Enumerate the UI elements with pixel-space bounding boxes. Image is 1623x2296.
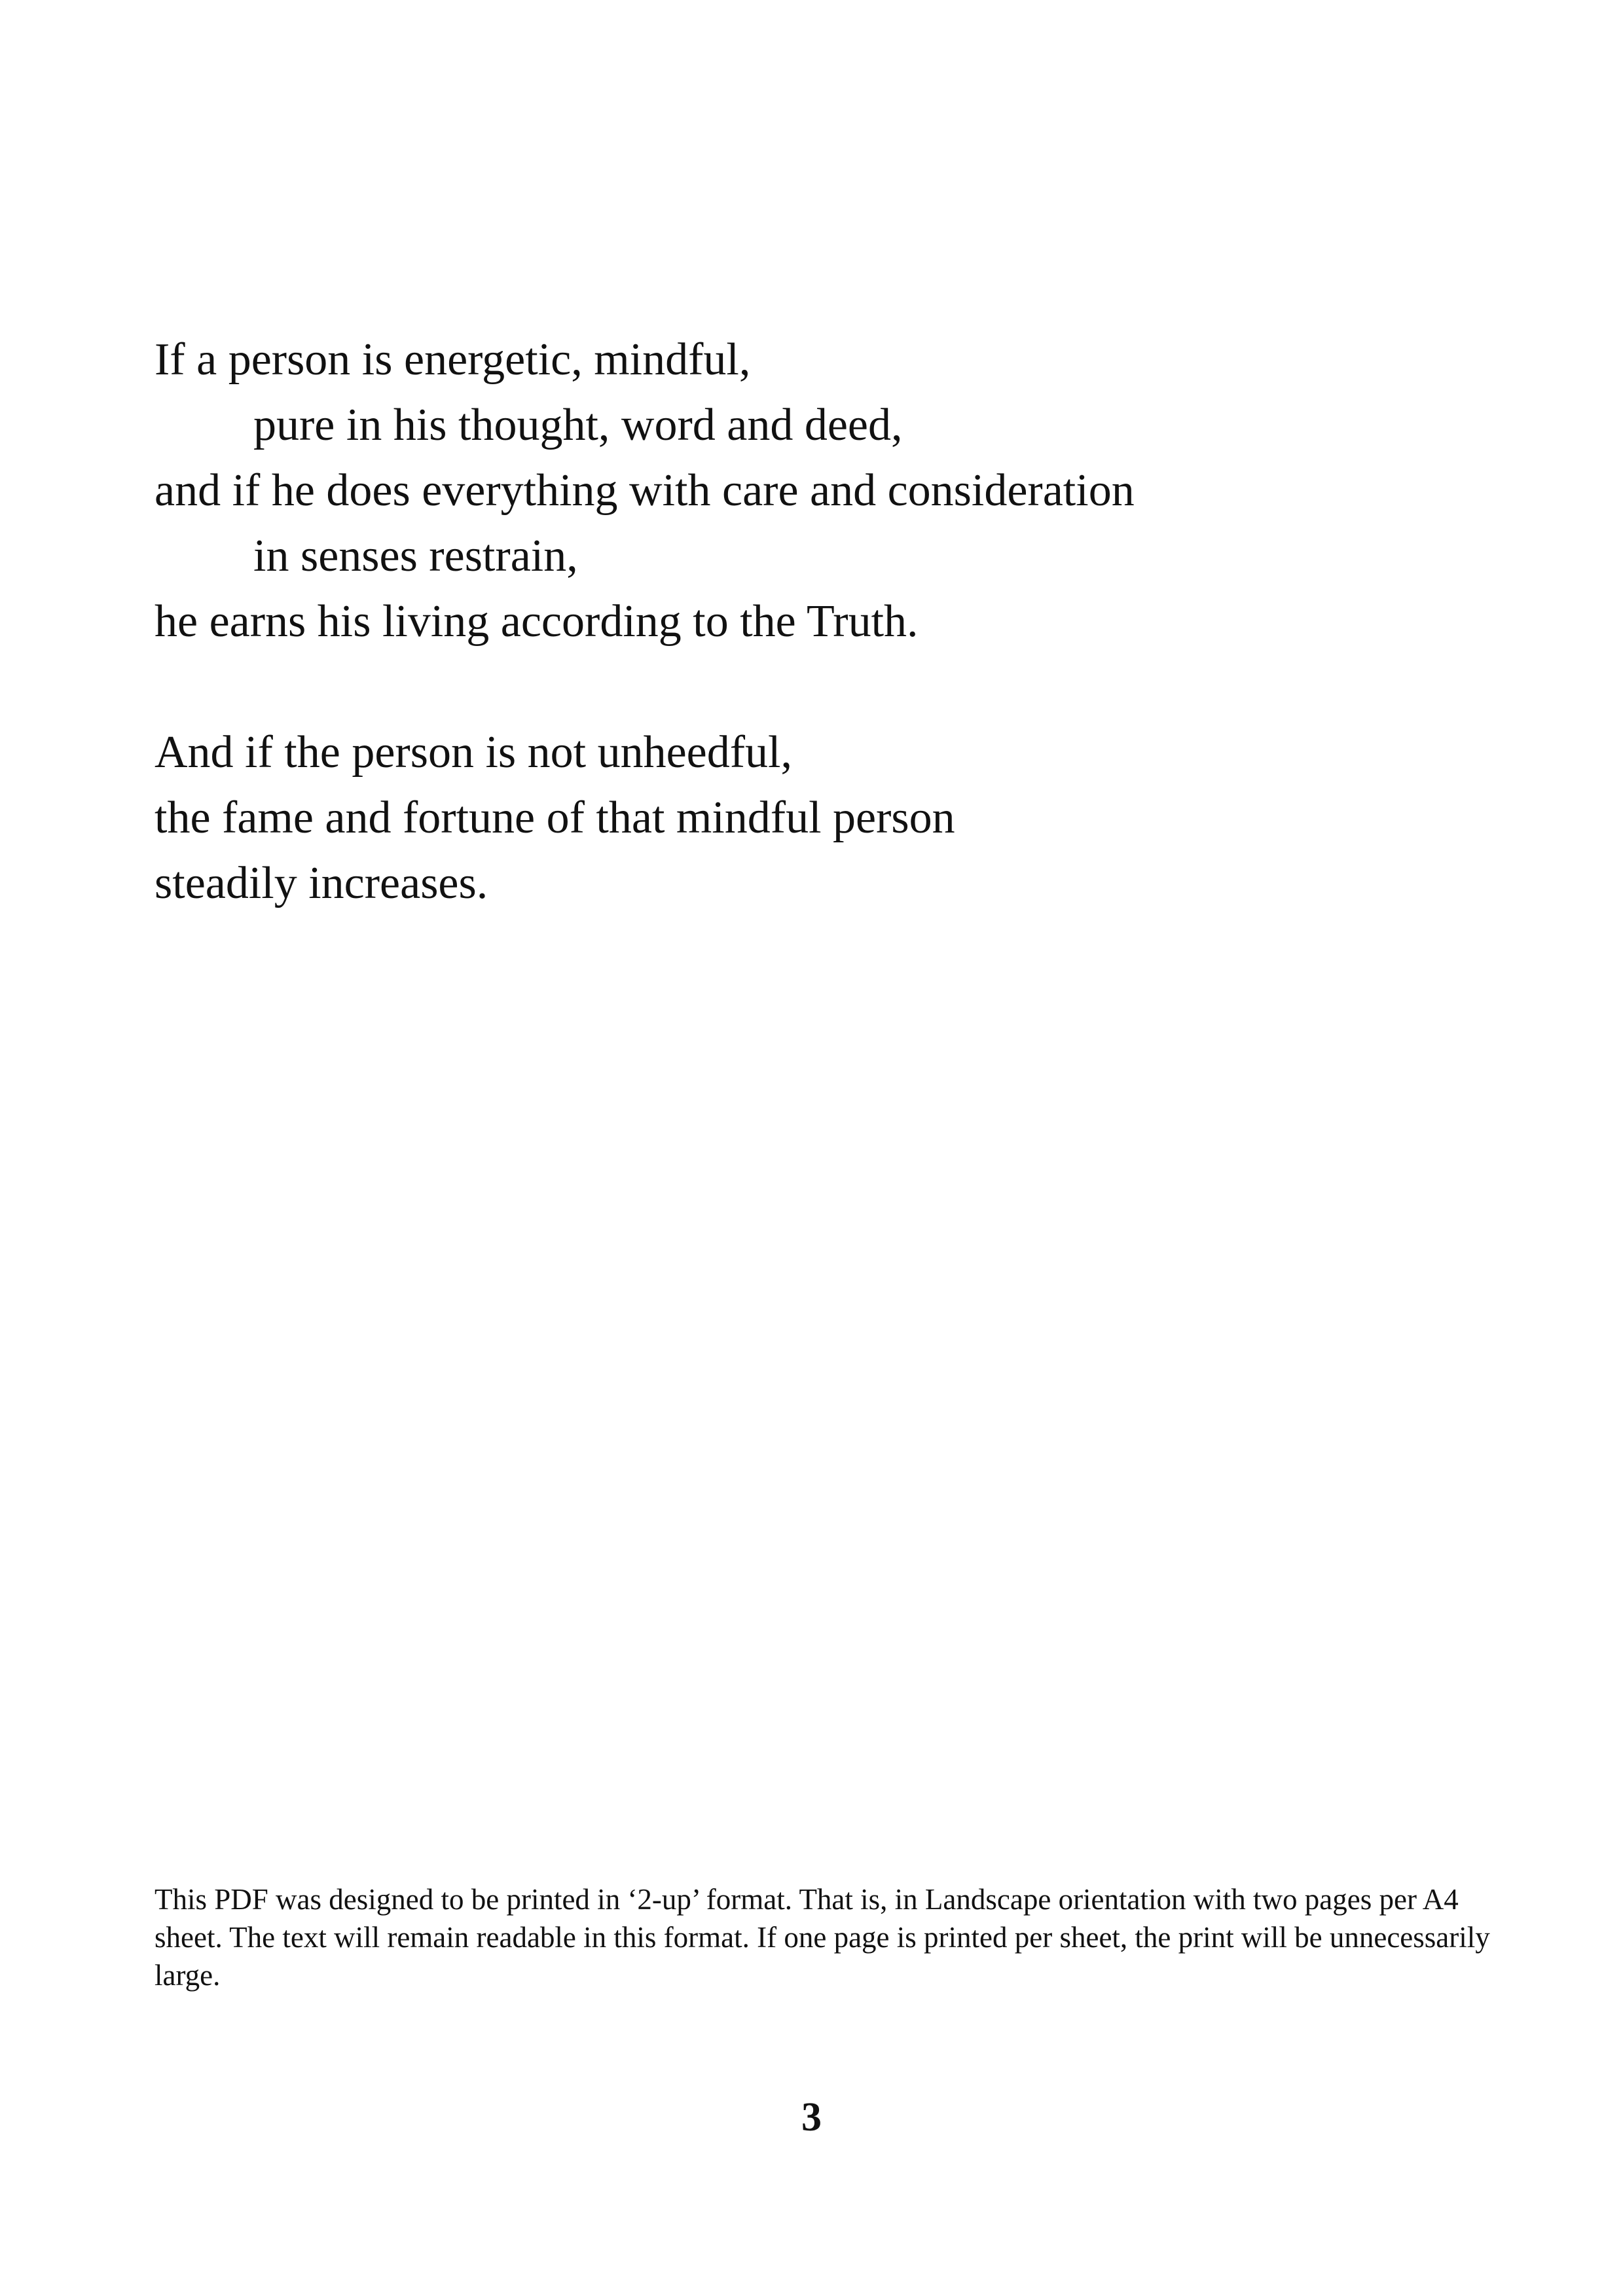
verse-stanza [155, 327, 1464, 655]
verse-line: and if he does everything with care and consideration [155, 465, 1135, 516]
verse-line: pure in his thought, word and deed, [253, 400, 903, 450]
verse-line: And if the person is not unheedful, [155, 727, 792, 778]
verse-line: steadily increases. [155, 858, 488, 908]
print-format-note: This PDF was designed to be printed in ‘2-up’ format. That is, in Landscape orientation with two pages per A4 sheet. The text will remain readable in this format. If one page is printed per sheet, the print will be unnecessarily large. [155, 1883, 1490, 1992]
page-number: 3 [801, 2095, 822, 2140]
verse-line: the fame and fortune of that mindful person [155, 793, 955, 843]
verse-line: If a person is energetic, mindful, [155, 334, 751, 385]
verse-line: he earns his living according to the Truth. [155, 596, 919, 647]
verse-block [155, 327, 1464, 916]
verse-line: in senses restrain, [253, 531, 578, 581]
verse-stanza [155, 720, 1464, 916]
